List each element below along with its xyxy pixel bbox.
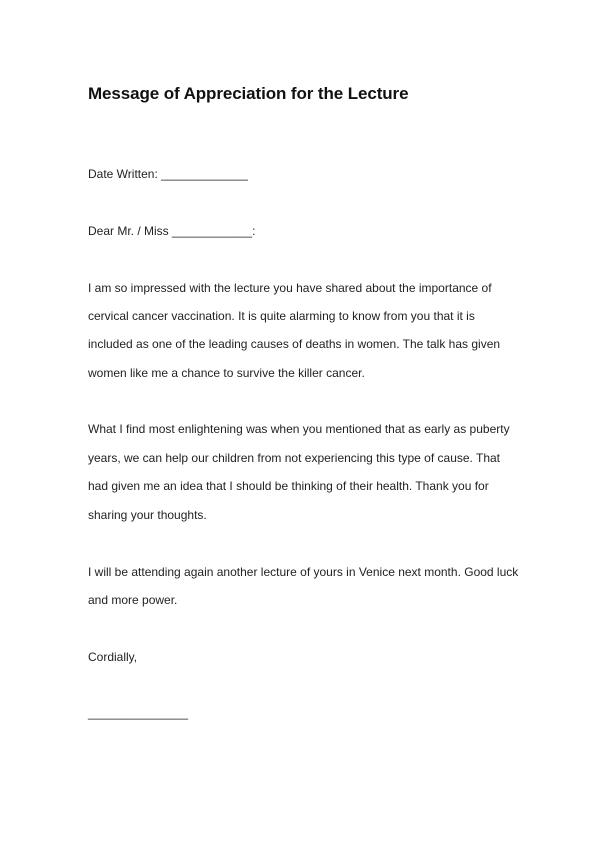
paragraph-3-line-1: I will be attending again another lecture of yours in Venice next month. Good luck (88, 565, 519, 579)
paragraph-3-line-2: and more power. (88, 593, 178, 607)
document-title: Message of Appreciation for the Lecture (88, 84, 409, 103)
signature-line: _______________ (88, 706, 189, 720)
paragraph-2-line-2: years, we can help our children from not experiencing this type of cause. That (88, 451, 501, 465)
paragraph-2-line-1: What I find most enlightening was when you mentioned that as early as puberty (88, 422, 510, 436)
paragraph-1-line-1: I am so impressed with the lecture you have shared about the importance of (88, 281, 492, 295)
date-written-line: Date Written: _____________ (88, 167, 248, 181)
paragraph-1-line-2: cervical cancer vaccination. It is quite alarming to know from you that it is (88, 309, 475, 323)
paragraph-2-line-4: sharing your thoughts. (88, 508, 207, 522)
paragraph-2-line-3: had given me an idea that I should be thinking of their health. Thank you for (88, 479, 489, 493)
closing-line: Cordially, (88, 650, 138, 664)
salutation-line: Dear Mr. / Miss ____________: (88, 224, 256, 238)
paragraph-1-line-3: included as one of the leading causes of deaths in women. The talk has given (88, 337, 501, 351)
paragraph-1-line-4: women like me a chance to survive the killer cancer. (88, 366, 365, 380)
